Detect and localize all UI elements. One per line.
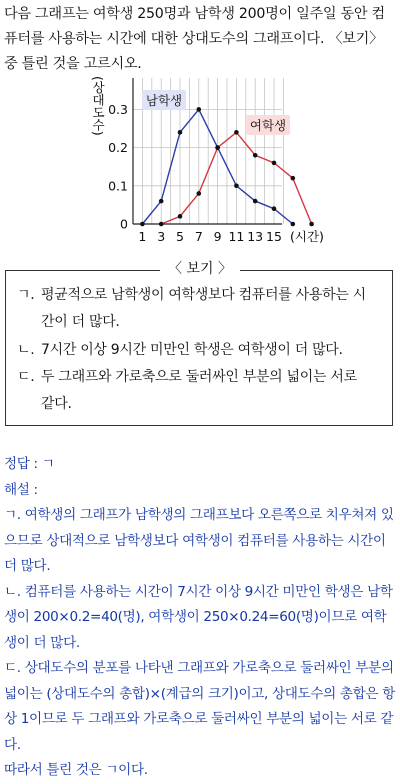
female-legend-label: 여학생 (249, 118, 287, 133)
female-series-point (159, 222, 164, 227)
bogi-item-3 (17, 364, 377, 418)
explanation-line-1: ㄱ. 여학생의 그래프가 남학생의 그래프보다 오른쪽으로 치우쳐져 있으므로 상대적으로 남학생보다 여학생이 컴퓨터를 사용하는 시간이 더 많다. (4, 507, 394, 574)
answer-label: 정답 : ㄱ (4, 456, 55, 472)
male-series-point (178, 130, 183, 135)
female-series-point (197, 191, 202, 196)
bogi-title-text: 〈 보기 〉 (160, 261, 240, 277)
bogi-item-mark: ㄴ. (17, 342, 35, 358)
male-series-point (197, 107, 202, 112)
y-tick-label: 0.2 (108, 140, 128, 156)
male-series-point (291, 222, 296, 227)
x-tick-label: 9 (213, 229, 222, 244)
x-tick-label: 5 (176, 229, 184, 244)
chart-y-label: (상대도수) (90, 76, 106, 136)
bogi-item-2 (17, 337, 377, 364)
male-series-point (159, 199, 164, 204)
x-tick-label: 1 (138, 229, 147, 244)
chart-legend (142, 90, 290, 135)
male-series-point (272, 206, 277, 211)
male-series-point (253, 199, 258, 204)
y-tick-label: 0.3 (108, 101, 128, 117)
bogi-item-1 (17, 282, 377, 336)
female-series-point (215, 145, 220, 150)
female-series-point (309, 222, 314, 227)
answer-block (4, 452, 398, 784)
x-tick-label: 15 (266, 229, 282, 244)
female-series-point (178, 214, 183, 219)
bogi-item-text-cont: 같다. (41, 396, 72, 412)
male-legend-label: 남학생 (145, 93, 183, 108)
x-tick-label: 11 (228, 229, 245, 244)
x-tick-label: 3 (157, 229, 166, 244)
bogi-item-text-cont: 간이 더 많다. (41, 314, 120, 330)
female-series-point (291, 176, 296, 181)
y-tick-label: 0 (120, 216, 128, 232)
female-series-point (234, 130, 239, 135)
bogi-item-text: 평균적으로 남학생이 여학생보다 컴퓨터를 사용하는 시 (41, 287, 366, 303)
explanation-line-2: ㄴ. 컴퓨터를 사용하는 시간이 7시간 이상 9시간 미만인 학생은 남학생이 200×0.2=40(명), 여학생이 250×0.24=60(명)이므로 여학생이 더 많다. (4, 583, 393, 651)
relative-frequency-chart (0, 0, 400, 262)
explanation-line-4: 따라서 틀린 것은 ㄱ이다. (4, 762, 148, 778)
bogi-item-mark: ㄷ. (17, 369, 35, 385)
question-text: 다음 그래프는 여학생 250명과 남학생 200명이 일주일 동안 컴퓨터를 사용하는 시간에 대한 상대도수의 그래프이다. 〈보기〉 중 틀린 것을 고르시오. (4, 6, 385, 72)
female-series-point (253, 153, 258, 158)
explanation-label: 해설 : (4, 481, 38, 498)
male-series-point (234, 184, 239, 189)
y-tick-label: 0.1 (108, 178, 128, 194)
male-series-point (140, 222, 145, 227)
chart-x-label: (시간) (290, 229, 324, 244)
bogi-title (0, 254, 400, 284)
bogi-item-mark: ㄱ. (17, 287, 35, 303)
female-series-point (272, 161, 277, 166)
bogi-item-text: 두 그래프와 가로축으로 둘러싸인 부분의 넓이는 서로 (41, 369, 357, 385)
x-tick-label: 7 (194, 229, 203, 244)
x-tick-label: 13 (247, 229, 264, 244)
bogi-item-text: 7시간 이상 9시간 미만인 학생은 여학생이 더 많다. (41, 342, 343, 358)
explanation-line-3: ㄷ. 상대도수의 분포를 나타낸 그래프와 가로축으로 둘러싸인 부분의 넓이는 (상대도수의 총합)×(계급의 크기)이고, 상대도수의 총합은 항상 1이므로 두 그래프와 가로축으로 둘러싸인 부분의 넓이는 서로 같다. (4, 660, 395, 753)
